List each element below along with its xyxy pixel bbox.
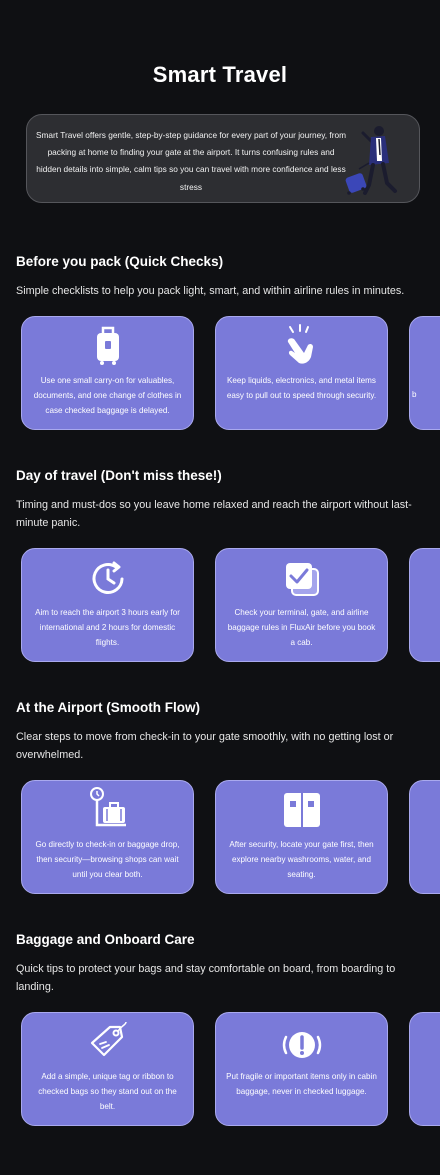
tip-card-text: Go directly to check-in or baggage drop, then security—browsing shops can wait until you clear both. — [35, 840, 180, 879]
section-description-day-of-travel: Timing and must-dos so you leave home relaxed and reach the airport without last-minute panic. — [16, 499, 412, 529]
luggage-tag-icon — [86, 1019, 130, 1063]
page-title: Smart Travel — [152, 62, 288, 87]
tip-card-partial[interactable] — [409, 780, 440, 894]
tip-card-arrival-time[interactable] — [21, 548, 194, 662]
section-title-before-you-pack: Before you pack (Quick Checks) — [16, 254, 224, 269]
section-title-day-of-travel: Day of travel (Don't miss these!) — [16, 468, 222, 483]
tip-card-text: Put fragile or important items only in cabin baggage, never in checked luggage. — [226, 1072, 377, 1096]
card-row-baggage-onboard[interactable] — [21, 1012, 440, 1128]
baggage-scale-icon — [86, 785, 130, 829]
tip-card-locate-gate[interactable] — [215, 780, 388, 894]
section-description-baggage-onboard: Quick tips to protect your bags and stay comfortable on board, from boarding to landing. — [16, 963, 396, 993]
tip-card-text: Check your terminal, gate, and airline baggage rules in FluxAir before you book a cab. — [227, 608, 376, 647]
alert-icon — [280, 1023, 324, 1067]
card-row-before-you-pack[interactable] — [21, 316, 440, 432]
tip-card-check-in[interactable] — [21, 780, 194, 894]
clock-icon — [86, 557, 130, 601]
intro-text: Smart Travel offers gentle, step-by-step guidance for every part of your journey, from packing at home to finding your gate at the airport. It turns confusing rules and hidden details into simple, calm tips so you can travel with more confidence and less stress — [35, 130, 347, 192]
tip-card-fragile-items[interactable] — [215, 1012, 388, 1126]
section-description-before-you-pack: Simple checklists to help you pack light, smart, and within airline rules in minutes. — [16, 285, 405, 297]
gate-doors-icon — [280, 787, 324, 831]
tip-card-text: Add a simple, unique tag or ribbon to checked bags so they stand out on the belt. — [38, 1072, 177, 1111]
tip-card-text: Use one small carry-on for valuables, documents, and one change of clothes in case checked baggage is delayed. — [33, 376, 182, 415]
tip-card-security[interactable] — [215, 316, 388, 430]
pointing-hand-icon — [280, 323, 324, 367]
tip-card-partial[interactable] — [409, 548, 440, 662]
section-title-at-the-airport: At the Airport (Smooth Flow) — [16, 700, 200, 715]
section-title-baggage-onboard: Baggage and Onboard Care — [16, 932, 195, 947]
traveler-illustration-icon — [339, 119, 405, 201]
tip-card-check-terminal[interactable] — [215, 548, 388, 662]
tip-card-text: After security, locate your gate first, then explore nearby washrooms, water, and seating. — [229, 840, 374, 879]
checkbox-icon — [280, 557, 324, 601]
carry-on-bag-icon — [86, 323, 130, 367]
card-row-day-of-travel[interactable] — [21, 548, 440, 664]
tip-card-partial[interactable] — [409, 1012, 440, 1126]
tip-card-text: Aim to reach the airport 3 hours early for international and 2 hours for domestic flights. — [35, 608, 180, 647]
tip-card-text: b — [412, 390, 417, 399]
section-description-at-the-airport: Clear steps to move from check-in to your gate smoothly, with no getting lost or overwhelmed. — [16, 731, 394, 761]
intro-card — [26, 114, 420, 203]
tip-card-partial[interactable] — [409, 316, 440, 430]
card-row-at-the-airport[interactable] — [21, 780, 440, 896]
tip-card-luggage-tag[interactable] — [21, 1012, 194, 1126]
tip-card-text: Keep liquids, electronics, and metal items easy to pull out to speed through security. — [226, 376, 377, 400]
tip-card-carry-on[interactable] — [21, 316, 194, 430]
